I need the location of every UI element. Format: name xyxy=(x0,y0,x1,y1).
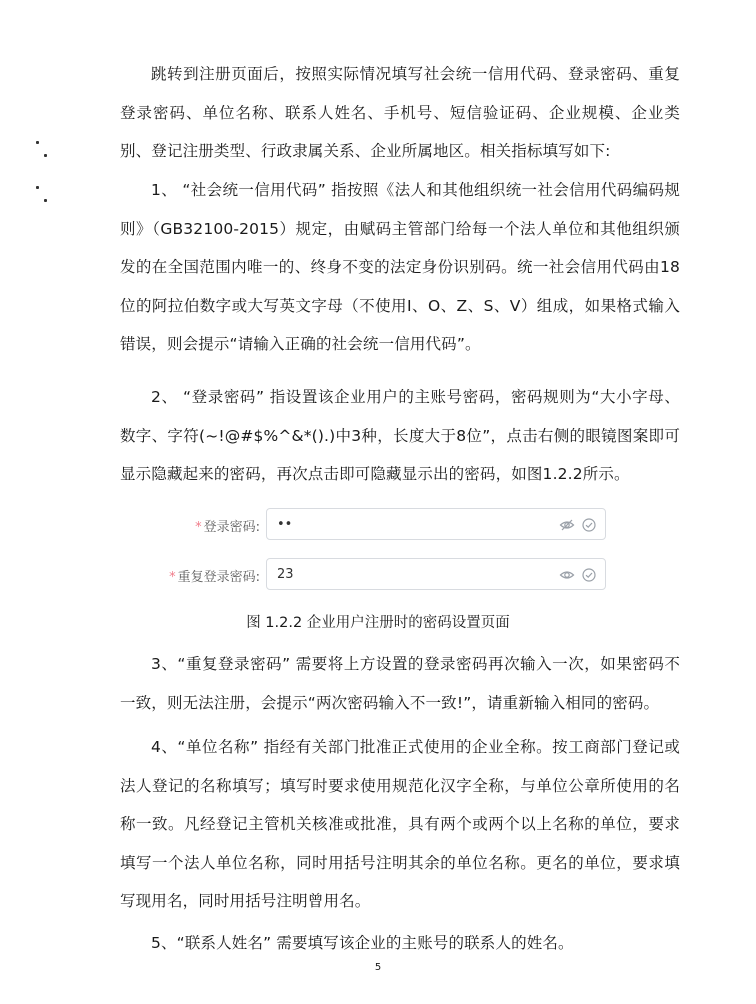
repeat-password-value: 23 xyxy=(277,567,294,582)
required-mark: * xyxy=(195,520,202,535)
page-number: 5 xyxy=(374,962,382,973)
scan-speck xyxy=(36,141,39,144)
item1-paragraph: 1、 “社会统一信用代码” 指按照《法人和其他组织统一社会信用代码编码规则》（GB32100-2015）规定，由赋码主管部门给每一个法人单位和其他组织颁发的在全国范围内唯一的、终身不变的法定身份识别码。统一社会信用代码由18位的阿拉伯数字或大写英文字母（不使用I、O、Z、S、V）组成，如果格式输入错误，则会提示“请输入正确的社会统一信用代码”。 xyxy=(120,181,680,354)
check-circle-icon xyxy=(581,517,597,533)
figure-caption: 图 1.2.2 企业用户注册时的密码设置页面 xyxy=(246,615,510,631)
item5-paragraph: 5、“联系人姓名” 需要填写该企业的主账号的联系人的姓名。 xyxy=(151,934,574,952)
scan-speck xyxy=(36,186,39,189)
password-value: •• xyxy=(277,517,293,532)
repeat-password-label: * 重复登录密码: xyxy=(169,570,260,585)
password-row xyxy=(140,508,620,542)
item3-paragraph: 3、“重复登录密码” 需要将上方设置的登录密码再次输入一次，如果密码不一致，则无法注册，会提示“两次密码输入不一致!”，请重新输入相同的密码。 xyxy=(120,655,680,712)
scan-speck xyxy=(44,154,47,157)
item4-paragraph: 4、“单位名称” 指经有关部门批准正式使用的企业全称。按工商部门登记或法人登记的名称填写；填写时要求使用规范化汉字全称，与单位公章所使用的名称一致。凡经登记主管机关核准或批准，具有两个或两个以上名称的单位，要求填写一个法人单位名称，同时用括号注明其余的单位名称。更名的单位，要求填写现用名，同时用括号注明曾用名。 xyxy=(120,738,680,911)
password-label: * 登录密码: xyxy=(195,520,260,535)
eye-icon[interactable] xyxy=(559,567,575,583)
intro-paragraph: 跳转到注册页面后，按照实际情况填写社会统一信用代码、登录密码、重复登录密码、单位名称、联系人姓名、手机号、短信验证码、企业规模、企业类别、登记注册类型、行政隶属关系、企业所属地区。相关指标填写如下: xyxy=(120,65,680,161)
required-mark: * xyxy=(169,570,176,585)
check-circle-icon xyxy=(581,567,597,583)
repeat-password-input[interactable] xyxy=(266,558,606,590)
repeat-password-row xyxy=(140,558,620,592)
item2-paragraph: 2、 “登录密码” 指设置该企业用户的主账号密码，密码规则为“大小字母、数字、字符(~!@#$%^&*().)中3种，长度大于8位”，点击右侧的眼镜图案即可显示隐藏起来的密码，再次点击即可隐藏显示出的密码，如图1.2.2所示。 xyxy=(120,388,680,484)
scan-speck xyxy=(44,199,47,202)
eye-slash-icon[interactable] xyxy=(559,517,575,533)
password-input[interactable] xyxy=(266,508,606,540)
